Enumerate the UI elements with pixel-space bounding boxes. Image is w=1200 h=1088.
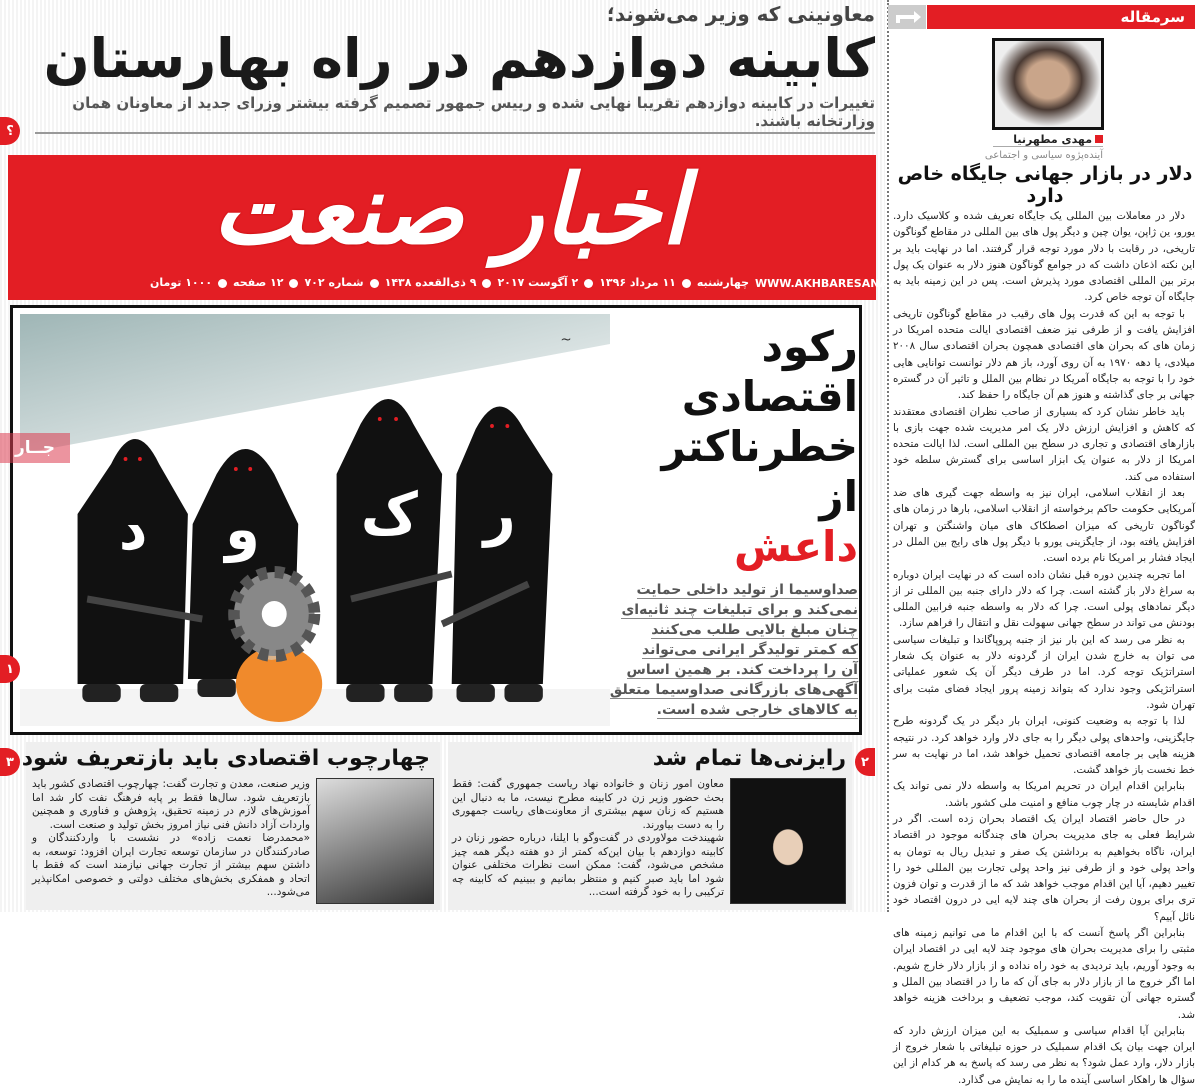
- bullet-icon: [370, 279, 379, 288]
- dateline-issue: شماره ۷۰۲: [304, 276, 364, 289]
- gear-icon: [234, 572, 315, 656]
- summary-line: آن را پرداخت کند. بر همین اساس: [626, 662, 858, 678]
- bullet-icon: [584, 279, 593, 288]
- story-paragraph: معاون امور زنان و خانواده نهاد ریاست جمهوری گفت: فقط بحث حضور وزیر زن در کابینه مطرح نیست، ما به دنبال این هستیم که زنان سهم بیشتری از معاونت‌های ریاست جمهوری را به دست بیاورند.: [452, 778, 724, 831]
- red-square-icon: [1095, 135, 1103, 143]
- author-name-text: مهدی مطهرنیا: [1013, 133, 1092, 146]
- dateline-pages: ۱۲ صفحه: [233, 276, 284, 289]
- summary-line: صداوسیما از تولید داخلی حمایت: [636, 582, 858, 598]
- story-consultations[interactable]: [448, 742, 852, 910]
- editorial-paragraph: بنابراین اگر پاسخ آنست که با این اقدام ما می توانیم زمینه های مثبتی را برای مدیریت بحران های موجود چند لایه ایی در اقتصاد ایران به وجود آوریم، باید تردیدی به خود راه نداده و از بازار دلار خارج شویم. اما اگر خروج ما از بازار دلار به جای آن که ما را در اقتصاد بین الملل و گستره جهانی آن تقویت کند، موجب تضعیف و برداخت هزینه خواهد شد.: [893, 927, 1195, 1021]
- newspaper-logo[interactable]: اخبار صنعت: [212, 154, 688, 266]
- editorial-paragraph: بعد از انقلاب اسلامی، ایران نیز به واسطه جهت گیری های ضد آمریکایی حکومت حاکم برخواسته از انقلاب اسلامی، بارها در زمان های گوناگون تاریخی که میزان اصطکاک های میان واشنگتن و تهران افزایش یافته بود، از جایگزینی یورو با دیگر پول های رایج بین الملل در ایجاد فشار بر امریکا نام برده است.: [893, 487, 1195, 565]
- arrow-right-icon: [888, 5, 926, 29]
- editorial-body: [893, 208, 1195, 1088]
- editorial-paragraph: لذا با توجه به وضعیت کنونی، ایران بار دیگر در یک گردونه طرح جایگزینی، واحدهای پولی دیگر را به جای دلار وارد خواهد کرد. در نتیجه هزینه هایی بر جامعه اقتصادی تحمیل خواهد شد، اما در نهایت به سر خط نخست باز خواهد گشت.: [893, 715, 1195, 777]
- lead-story-headline[interactable]: [614, 322, 858, 572]
- dateline-lunar-date: ۹ ذی‌القعده ۱۴۳۸: [384, 276, 477, 289]
- cartoon-illustration[interactable]: [20, 314, 610, 726]
- author-name: [993, 133, 1103, 147]
- editorial-paragraph: بنابراین اقدام ایران در تحریم امریکا به واسطه دلار نمی تواند یک اقدام شایسته در چار چوب منافع و امنیت ملی کشور باشد.: [893, 780, 1195, 809]
- author-photo: [992, 38, 1104, 130]
- story-paragraph: «محمدرضا نعمت زاده» در نشست با واردکنندگان و صادرکنندگان در سازمان توسعه تجارت ایران افزود: توسعه، به داشتن سهم بیشتر از تجارت جهانی نیازمند است که فقط با اتحاد و همفکری بخش‌های مختلف دولتی و خصوصی امکانپذیر می‌شود...: [32, 832, 310, 898]
- story-economic-framework[interactable]: [21, 742, 440, 910]
- editorial-paragraph: دلار در معاملات بین المللی یک جایگاه تعریف شده و کلاسیک دارد. یورو، ین ژاپن، یوان چین و دیگر پول های بین المللی در مقاطع گوناگون تاریخی، در رقابت با دلار مورد توجه قرار گرفتند. اما در نهایت باید بر این نکته اذعان داشت که در جوامع گوناگون هنوز دلار به عنوان یک پول برتر بین المللی اقتصادی مورد پذیرش است. پس در این زمینه باید به جایگاه آن توجه خاص کرد.: [893, 210, 1195, 304]
- top-story-subhead[interactable]: تغییرات در کابینه دوازدهم تقریبا نهایی شده و رییس جمهور تصمیم گرفته بیشتر وزرای جدید از معاونان همان وزارتخانه باشند.: [35, 94, 875, 134]
- page-ref-badge: ؟: [0, 117, 20, 145]
- official-photo: [730, 778, 846, 904]
- editorial-paragraph: بنابراین آیا اقدام سیاسی و سمبلیک به این میزان ارزش دارد که ایران جهت بیان یک اقدام سمبلیک در حوزه تبلیغاتی با شعار خروج از بازار دلار، وارد عمل شود؟ به نظر می رسد که پاسخ به هر کدام از این سؤال ها راهکار اساسی آینده ما را به نمایش می گذارد.: [893, 1024, 1195, 1086]
- headline-text: رکود اقتصادی خطرناکتر از: [661, 322, 858, 521]
- story-text: [32, 778, 310, 900]
- editorial-paragraph: اما تجربه چندین دوره قبل نشان داده است که در نهایت ایران دوباره به سراغ دلار باز گشته است. چرا که دلار دارای جنبه بین المللی تر از دیگر نمادهای پولی است. چرا که دلار به واسطه جنبه فرابین المللی بودنش می تواند در سطح جهانی سهولت نقل و انتقال را فراهم سازد.: [893, 568, 1195, 630]
- story-text: [452, 778, 724, 900]
- dateline-gregorian-date: ۲ آگوست ۲۰۱۷: [497, 276, 579, 289]
- page-ref-badge: ۲: [855, 748, 875, 776]
- cartoon-letter: د: [118, 495, 148, 564]
- lead-story-summary[interactable]: [609, 580, 858, 720]
- top-story-headline[interactable]: کابینه دوازدهم در راه بهارستان: [43, 27, 875, 90]
- cartoonist-signature: ~: [560, 331, 572, 349]
- section-header-editorial: سرمقاله: [927, 5, 1195, 29]
- story-paragraph: وزیر صنعت، معدن و تجارت گفت: چهارچوب اقتصادی کشور باید بازتعریف شود. سال‌ها فقط بر پایه فرهنگ نفت کار شد اما آموزش‌های لازم در زمینه تحقیق، پژوهش و فناوری و همچنین واردات آزاد دانش فنی نیاز امروز بخش تولید و صنعت است.: [32, 778, 310, 831]
- dateline-solar-date: ۱۱ مرداد ۱۳۹۶: [599, 276, 676, 289]
- editorial-paragraph: به نظر می رسد که این بار نیز از جنبه پروپاگاندا و تبلیغات سیاسی می توان به خارج شدن ایران از گردونه دلار به عنوان یک شعار استراتژیک توجه کرد. اما در طرف دیگر آن یک شعور عملیاتی استراتژیکی وجود ندارد که بتواند زمینه پرور ایجاد فضای مثبت برای تهران شود.: [893, 633, 1195, 711]
- headline-highlight: داعش: [733, 522, 858, 571]
- bullet-icon: [289, 279, 298, 288]
- summary-line: نمی‌کند و برای تبلیغات چند ثانیه‌ای: [621, 602, 858, 618]
- summary-line: به کالاهای خارجی شده است.: [656, 702, 858, 718]
- top-story-kicker: معاونینی که وزیر می‌شوند؛: [606, 2, 875, 26]
- bullet-icon: [482, 279, 491, 288]
- summary-line: آگهی‌های بازرگانی صداوسیما متعلق: [609, 682, 858, 698]
- dateline-price: ۱۰۰۰ تومان: [150, 276, 213, 289]
- editorial-paragraph: در حال حاضر اقتصاد ایران یک اقتصاد بحران زده است. اگر در شرایط فعلی به جای مدیریت بحران های چندگانه موجود در اقتصاد ایران، ناگاه بخواهیم به برداشتن یک صفر و تبدیل ریال به تومان به واحد پولی خود و از طرفی نیز واحد پولی تجارت بین المللی خود را تغییر دهیم، آیا این اقدام موجب خواهد شد که ما از قدرت و توان فزون تری برای برون رفت از بحران های چند لایه ایی در درون اقتصاد خود نائل آییم؟: [893, 812, 1195, 923]
- editorial-paragraph: با توجه به این که قدرت پول های رقیب در مقاطع گوناگون تاریخی افزایش یافت و از طرفی نیز ضعف اقتصادی ایالت متحده امریکا در زمان های که بحران های اقتصادی همچون بحران اقتصادی سال ۲۰۰۸ میلادی، یا دهه ۱۹۷۰ به آن روی آورد، باز هم دلار توانست توانایی هایی خود را با توجه به جایگاه آمریکا در نظام بین الملل و تاثیر آن در گستره جهانی بر جای گذاشته و هنوز هم آن جایگاه را حفظ کند.: [893, 307, 1195, 402]
- summary-line: که کمتر تولیدگر ایرانی می‌تواند: [641, 642, 858, 658]
- watermark-tab: جــار: [0, 433, 70, 463]
- editorial-paragraph: باید خاطر نشان کرد که بسیاری از صاحب نظران اقتصادی معتقدند که کاهش و افزایش ارزش دلار یک امر مدیریت شده جهت بازی با بازارهای اقتصادی و تجاری در سطح بین المللی است. لذا ایالت متحده امریکا از دلار به عنوان یک ابزار اساسی برای گسترش سلطه خود استفاده می کند.: [893, 405, 1195, 483]
- dateline: [150, 276, 749, 289]
- editorial-headline[interactable]: دلار در بازار جهانی جایگاه خاص دارد: [897, 163, 1193, 207]
- website-url[interactable]: WWW.AKHBARESANAT.IR: [755, 277, 910, 290]
- bullet-icon: [218, 279, 227, 288]
- author-role: آینده‌پژوه سیاسی و اجتماعی: [984, 150, 1103, 161]
- cartoon-letter: ر: [483, 480, 516, 549]
- page-ref-badge: ۱: [0, 655, 20, 683]
- minister-photo: [316, 778, 434, 904]
- story-headline: چهارچوب اقتصادی باید بازتعریف شود: [21, 746, 430, 771]
- bullet-icon: [682, 279, 691, 288]
- lead-story-text: [609, 312, 858, 730]
- story-paragraph: شهیندخت مولاوردی در گفت‌وگو با ایلنا، درباره حضور زنان در کابینه دوازدهم با بیان این‌که کمتر از دو هفته دیگر همه چیز مشخص می‌شود، گفت: ممکن است نظرات مختلفی عنوان شود اما باید صبر کنیم و منتظر بمانیم و ببینیم که کابینه چه ترکیبی را به خود گرفته است...: [452, 832, 724, 898]
- page-ref-badge: ۳: [0, 748, 20, 776]
- summary-line: چنان مبلغ بالایی طلب می‌کنند: [651, 622, 858, 638]
- cartoon-letter: ک: [360, 480, 418, 549]
- cartoon-letter: و: [225, 495, 260, 564]
- story-headline: رایزنی‌ها تمام شد: [652, 746, 846, 771]
- hooded-figure: [452, 407, 553, 703]
- dateline-weekday: چهارشنبه: [696, 276, 750, 289]
